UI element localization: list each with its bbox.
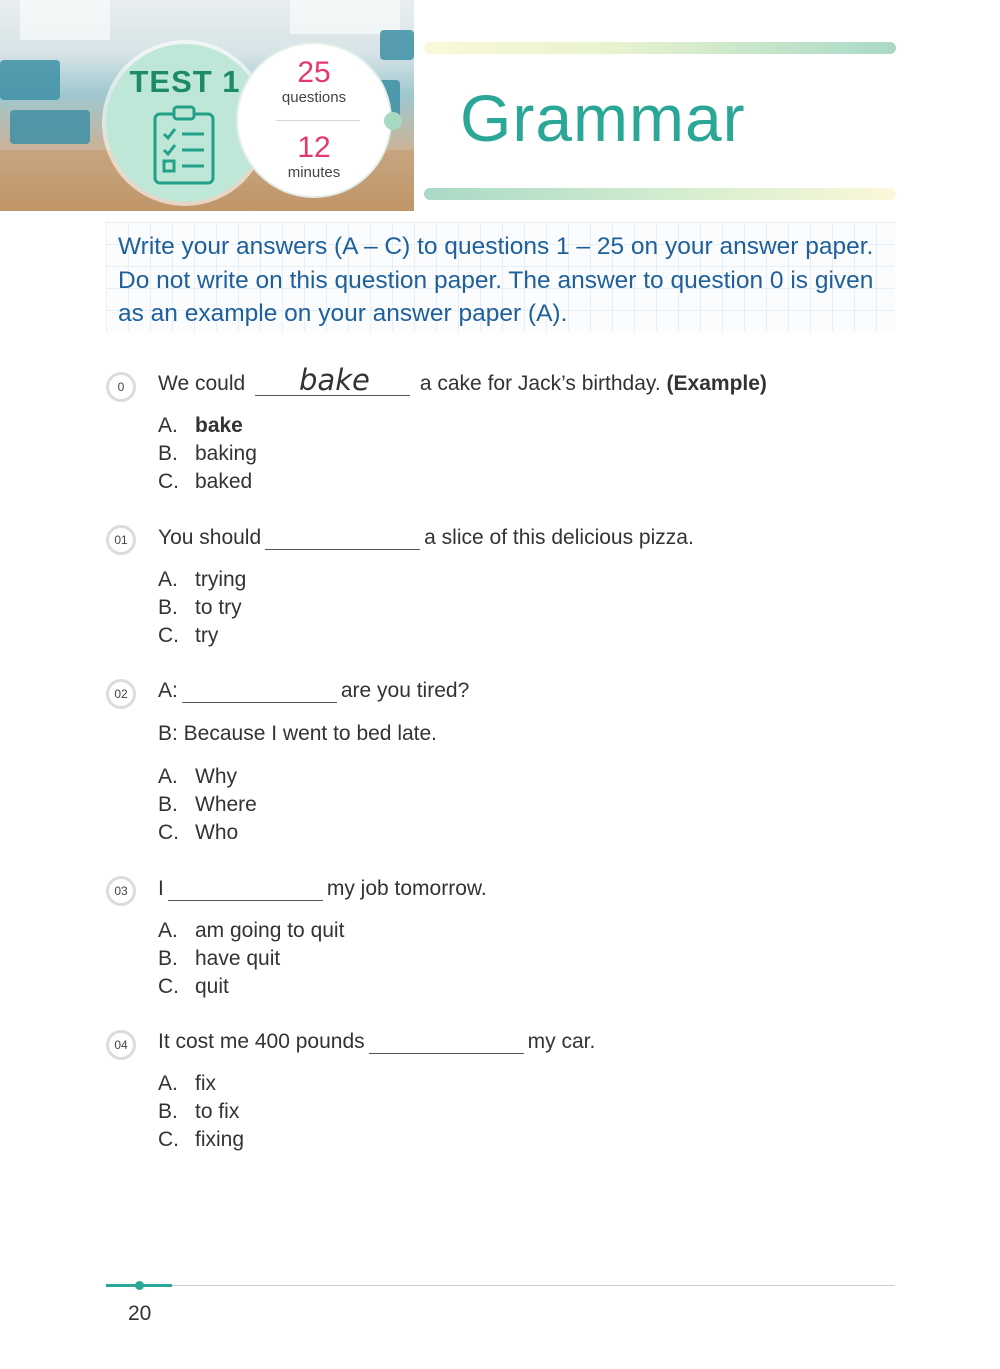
option-b: B. to fix — [158, 1100, 240, 1123]
question-text-before: We could — [158, 372, 246, 395]
page-number: 20 — [128, 1302, 152, 1325]
option-a: A. bake — [158, 414, 243, 437]
footer-rule — [106, 1285, 895, 1286]
question-2-response: B: Because I went to bed late. — [158, 722, 438, 745]
question-1-stem: You should a slice of this delicious pizza. — [158, 526, 694, 549]
option-c: C. quit — [158, 975, 229, 998]
option-c: C. Who — [158, 821, 239, 844]
clipboard-checklist-icon — [152, 104, 216, 186]
option-c: C. fixing — [158, 1128, 245, 1151]
option-b: B. have quit — [158, 947, 281, 970]
option-c: C. try — [158, 624, 219, 647]
option-c: C. baked — [158, 470, 253, 493]
question-number: 02 — [106, 679, 136, 709]
decorative-bar-bottom — [424, 188, 896, 200]
count-divider — [276, 120, 360, 121]
questions-count: 25 — [297, 56, 331, 89]
answer-blank — [369, 1052, 524, 1054]
badge-connector-dot — [384, 112, 402, 130]
test-label: TEST 1 — [129, 64, 241, 99]
instructions-box — [106, 222, 895, 332]
answer-blank — [182, 701, 337, 703]
question-4-stem: It cost me 400 pounds my car. — [158, 1030, 596, 1053]
answer-blank — [255, 363, 410, 397]
minutes-count: 12 — [297, 131, 331, 164]
question-0-stem — [158, 363, 767, 397]
answer-blank — [168, 899, 323, 901]
question-number: 03 — [106, 876, 136, 906]
question-text-after: a cake for Jack’s birthday. — [419, 372, 661, 395]
question-2-stem: A: are you tired? — [158, 679, 470, 702]
question-number: 04 — [106, 1030, 136, 1060]
answer-blank — [265, 548, 420, 550]
questions-label: questions — [281, 89, 347, 106]
example-tag: (Example) — [666, 372, 767, 395]
option-b: B. baking — [158, 442, 257, 465]
question-number: 0 — [106, 372, 136, 402]
section-title: Grammar — [460, 81, 746, 155]
decorative-bar-top — [424, 42, 896, 54]
question-number: 01 — [106, 525, 136, 555]
example-answer: bake — [299, 363, 370, 397]
footer-dot — [135, 1281, 144, 1290]
option-a: A. Why — [158, 765, 237, 788]
option-b: B. to try — [158, 596, 242, 619]
option-b: B. Where — [158, 793, 257, 816]
option-a: A. am going to quit — [158, 919, 345, 942]
option-a: A. trying — [158, 568, 247, 591]
question-3-stem: I my job tomorrow. — [158, 877, 487, 900]
option-a: A. fix — [158, 1072, 216, 1095]
minutes-label: minutes — [287, 164, 341, 181]
instructions-text: Write your answers (A – C) to questions 1 – 25 on your answer paper. Do not write on this question paper. The answer to question 0 is given as an example on your answer paper (A). — [118, 233, 874, 327]
